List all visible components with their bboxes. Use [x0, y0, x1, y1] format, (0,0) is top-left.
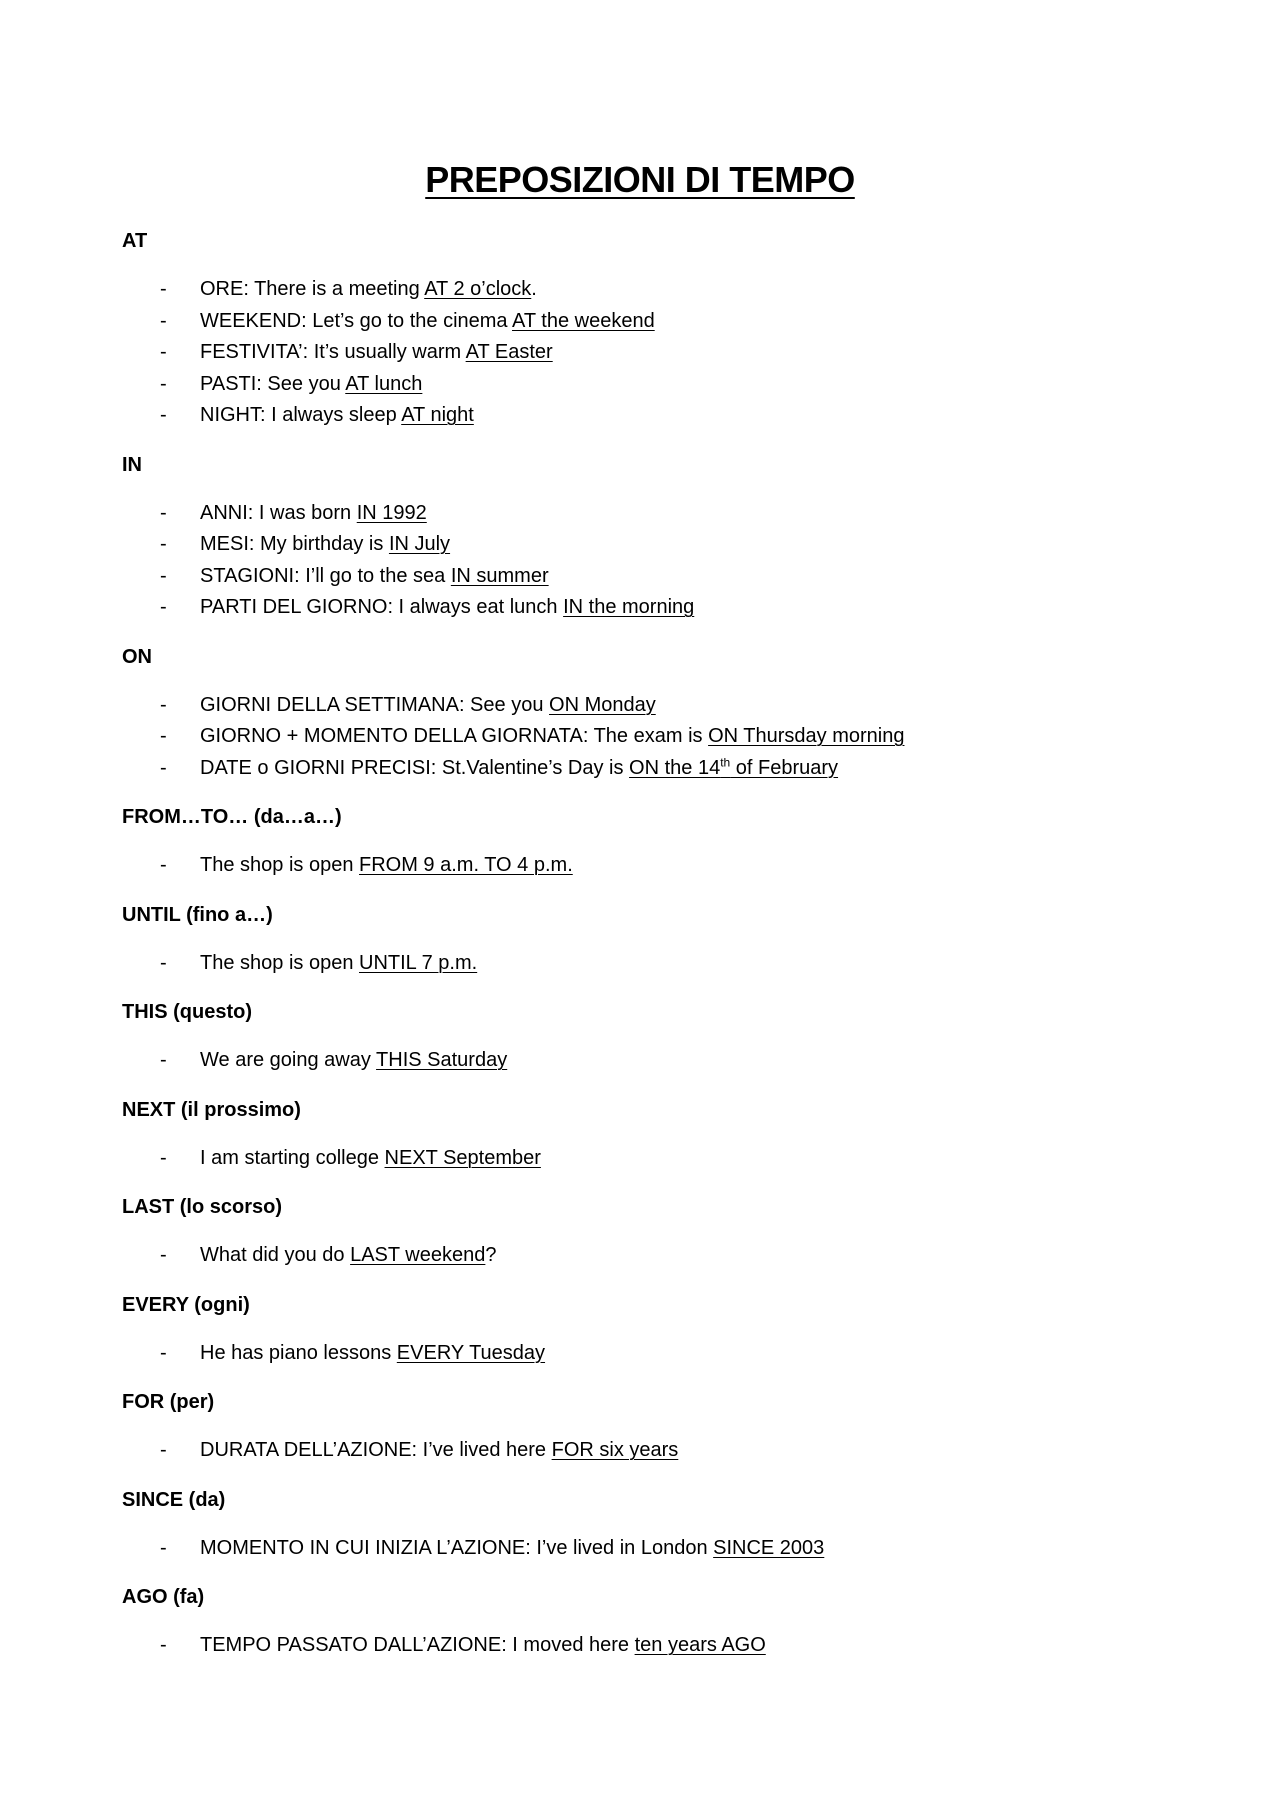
highlighted-preposition — [401, 404, 474, 426]
list-item — [122, 337, 1172, 369]
highlight-text: AT 2 o’clock — [424, 278, 532, 300]
section-heading: LAST (lo scorso) — [122, 1196, 283, 1218]
list-item — [122, 498, 1172, 530]
example-text: What did you do — [200, 1244, 351, 1266]
section-heading: EVERY (ogni) — [122, 1293, 250, 1316]
list-item — [122, 850, 1172, 882]
highlight-text: AT night — [401, 404, 474, 426]
page-title-text: PREPOSIZIONI DI TEMPO — [425, 159, 855, 200]
example-text: I am starting college — [200, 1146, 385, 1169]
example-list — [122, 690, 1172, 785]
highlight-text: AT Easter — [465, 341, 553, 363]
highlighted-preposition — [376, 1049, 507, 1071]
bullet-dash: - — [160, 854, 167, 876]
list-item — [122, 690, 1172, 722]
highlighted-preposition — [466, 341, 553, 363]
highlighted-preposition — [345, 373, 422, 395]
section-heading: UNTIL (fino a…) — [122, 903, 273, 926]
bullet-dash: - — [160, 341, 167, 363]
highlight-text: FROM 9 a.m. TO 4 p.m. — [359, 854, 573, 876]
highlight-text: IN July — [388, 533, 451, 555]
section — [122, 802, 1172, 882]
bullet-dash: - — [160, 309, 167, 332]
example-text: ANNI: I was born — [200, 501, 357, 524]
section-heading: ON — [122, 645, 152, 668]
section — [122, 1192, 1172, 1272]
list-item — [122, 1143, 1172, 1175]
example-list — [122, 1338, 1172, 1370]
highlighted-preposition — [635, 1634, 766, 1656]
list-item — [122, 1045, 1172, 1077]
highlight-text: LAST weekend — [350, 1244, 486, 1266]
example-text: GIORNO + MOMENTO DELLA GIORNATA: The exam is — [200, 725, 709, 747]
example-text: MOMENTO IN CUI INIZIA L’AZIONE: I’ve lived in London — [200, 1536, 714, 1559]
list-item — [122, 1240, 1172, 1272]
section-heading: THIS (questo) — [122, 1001, 252, 1023]
section-heading: IN — [122, 453, 142, 476]
example-list — [122, 1240, 1172, 1272]
highlighted-preposition — [451, 565, 549, 587]
bullet-dash: - — [160, 693, 167, 716]
list-item — [122, 1338, 1172, 1370]
highlighted-preposition — [552, 1439, 679, 1461]
highlighted-preposition — [708, 725, 904, 747]
highlighted-preposition — [357, 502, 427, 524]
highlight-text: ON the 14 — [629, 756, 721, 779]
list-item — [122, 592, 1172, 624]
section — [122, 1485, 1172, 1565]
punctuation: ? — [485, 1244, 497, 1266]
example-text: FESTIVITA’: It’s usually warm — [200, 341, 466, 363]
example-list — [122, 850, 1172, 882]
highlight-text: ten years AGO — [634, 1634, 766, 1656]
bullet-dash: - — [160, 1536, 167, 1559]
example-text: DURATA DELL’AZIONE: I’ve lived here — [200, 1439, 552, 1461]
list-item — [122, 400, 1172, 432]
section-heading: SINCE (da) — [122, 1488, 226, 1511]
bullet-dash: - — [160, 533, 167, 555]
highlighted-preposition — [385, 1147, 541, 1169]
example-list — [122, 1045, 1172, 1077]
document-body — [122, 226, 1172, 1680]
example-text: The shop is open — [200, 854, 359, 876]
list-item — [122, 306, 1172, 338]
example-list — [122, 948, 1172, 980]
highlighted-preposition — [359, 952, 477, 974]
example-list — [122, 1435, 1172, 1467]
section — [122, 900, 1172, 980]
highlighted-preposition — [713, 1537, 824, 1559]
example-list — [122, 1533, 1172, 1565]
highlighted-preposition — [512, 310, 655, 332]
bullet-dash: - — [160, 372, 167, 395]
highlighted-preposition — [563, 596, 694, 618]
list-item — [122, 561, 1172, 593]
example-text: ORE: There is a meeting — [200, 278, 425, 300]
list-item — [122, 369, 1172, 401]
ordinal-suffix: th — [720, 754, 731, 769]
highlight-text: AT lunch — [345, 372, 423, 395]
example-text: The shop is open — [200, 951, 359, 974]
highlight-text: NEXT September — [384, 1146, 541, 1169]
section-heading: AT — [122, 230, 148, 252]
bullet-dash: - — [160, 1439, 167, 1461]
example-text: PARTI DEL GIORNO: I always eat lunch — [200, 596, 564, 618]
bullet-dash: - — [160, 1341, 167, 1364]
example-text: He has piano lessons — [200, 1341, 397, 1364]
section-heading: FOR (per) — [122, 1391, 215, 1413]
punctuation: . — [531, 278, 537, 300]
section-heading: FROM…TO… (da…a…) — [122, 806, 342, 828]
example-text: MESI: My birthday is — [200, 533, 389, 555]
bullet-dash: - — [160, 404, 167, 426]
section-heading: NEXT (il prossimo) — [122, 1098, 301, 1121]
bullet-dash: - — [160, 756, 167, 779]
example-list — [122, 1143, 1172, 1175]
example-text: NIGHT: I always sleep — [200, 404, 402, 426]
example-text: DATE o GIORNI PRECISI: St.Valentine’s Day is — [200, 756, 630, 779]
list-item — [122, 1630, 1172, 1662]
highlighted-preposition — [549, 694, 656, 716]
section-heading: AGO (fa) — [122, 1586, 205, 1608]
list-item — [122, 529, 1172, 561]
bullet-dash: - — [160, 1146, 167, 1169]
highlight-text: EVERY Tuesday — [396, 1341, 546, 1364]
list-item — [122, 948, 1172, 980]
highlight-text: IN the morning — [563, 596, 695, 618]
section — [122, 642, 1172, 785]
list-item — [122, 753, 1172, 785]
highlight-text: ON Thursday morning — [708, 725, 905, 747]
highlight-text: FOR six years — [551, 1439, 679, 1461]
example-text: GIORNI DELLA SETTIMANA: See you — [200, 693, 550, 716]
highlighted-preposition — [350, 1244, 485, 1266]
highlighted-preposition — [629, 754, 839, 779]
example-text: TEMPO PASSATO DALL’AZIONE: I moved here — [200, 1634, 635, 1656]
page-title — [0, 158, 1280, 202]
section — [122, 1387, 1172, 1467]
example-text: STAGIONI: I’ll go to the sea — [200, 564, 451, 587]
list-item — [122, 274, 1172, 306]
bullet-dash: - — [160, 951, 167, 974]
bullet-dash: - — [160, 725, 167, 747]
list-item — [122, 1435, 1172, 1467]
bullet-dash: - — [160, 1634, 167, 1656]
section — [122, 997, 1172, 1077]
bullet-dash: - — [160, 278, 167, 300]
highlight-text: THIS Saturday — [376, 1049, 508, 1071]
highlighted-preposition — [389, 533, 450, 555]
section — [122, 1582, 1172, 1662]
example-list — [122, 1630, 1172, 1662]
section — [122, 1290, 1172, 1370]
bullet-dash: - — [160, 564, 167, 587]
bullet-dash: - — [160, 501, 167, 524]
example-list — [122, 274, 1172, 432]
highlight-text: UNTIL 7 p.m. — [359, 951, 478, 974]
bullet-dash: - — [160, 1244, 167, 1266]
highlight-text: IN summer — [450, 564, 549, 587]
example-list — [122, 498, 1172, 624]
section — [122, 226, 1172, 432]
list-item — [122, 1533, 1172, 1565]
list-item — [122, 721, 1172, 753]
highlight-text: ON Monday — [549, 693, 656, 716]
highlighted-preposition — [424, 278, 531, 300]
highlight-text: IN 1992 — [356, 501, 427, 524]
example-text: We are going away — [200, 1049, 377, 1071]
bullet-dash: - — [160, 596, 167, 618]
highlight-text: AT the weekend — [512, 309, 655, 332]
highlighted-preposition — [397, 1342, 545, 1364]
highlight-text-continued: of February — [730, 756, 839, 779]
bullet-dash: - — [160, 1049, 167, 1071]
highlighted-preposition — [359, 854, 573, 876]
example-text: WEEKEND: Let’s go to the cinema — [200, 309, 513, 332]
section — [122, 1095, 1172, 1175]
example-text: PASTI: See you — [200, 372, 346, 395]
highlight-text: SINCE 2003 — [713, 1536, 825, 1559]
section — [122, 450, 1172, 624]
